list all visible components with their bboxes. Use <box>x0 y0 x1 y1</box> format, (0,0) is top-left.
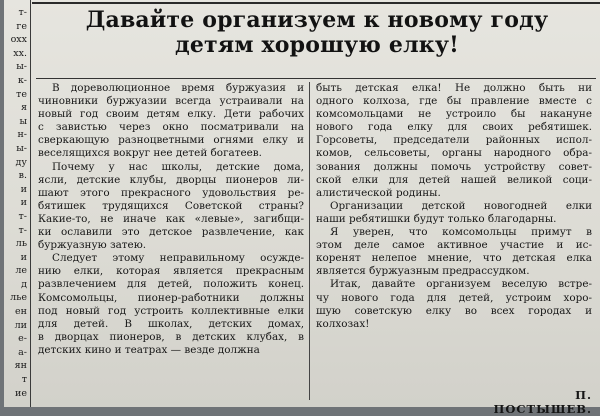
right-column-line: наши ребятишки будут только благодарны. <box>316 212 557 225</box>
neighbor-fragment: лье <box>10 292 27 304</box>
right-column-line: чу нового года для детей, устроим хоро- <box>316 291 592 304</box>
left-column-line: ки ославили это детское развлечение, как <box>38 226 304 239</box>
right-column-line: ской елки для детей нашей великой соци- <box>316 173 592 186</box>
neighbor-column-strip <box>4 0 31 407</box>
column-divider <box>309 82 310 400</box>
top-rule <box>32 2 600 4</box>
left-column-line: веселящихся вокруг нее детей богатеев. <box>38 147 262 160</box>
neighbor-fragment: ль <box>15 238 27 250</box>
neighbor-fragment: е- <box>18 333 27 345</box>
left-column-line: с завистью через окно посматривали на <box>38 121 304 134</box>
right-column-line: Итак, давайте организуем веселую встре- <box>330 278 592 291</box>
right-column-line: одного колхоза, где бы правление вместе с <box>316 95 592 108</box>
neighbor-fragment: ле <box>15 265 27 277</box>
left-column-line: Какие-то, не иначе как «левые», загибщи- <box>38 212 304 225</box>
article-column-right <box>316 82 592 331</box>
neighbor-fragment: и <box>20 183 27 195</box>
newspaper-page <box>4 0 600 416</box>
neighbor-fragment: охх <box>10 34 27 46</box>
left-column-line: под новый год устроить коллективные елки <box>38 304 304 317</box>
left-column-line: В дореволюционное время буржуазия и <box>52 82 304 94</box>
left-column-line: ясли, детские клубы, дворцы пионеров ли- <box>38 173 304 186</box>
neighbor-fragment: я <box>21 102 27 114</box>
author-signature: П. ПОСТЫШЕВ. <box>493 388 592 416</box>
neighbor-fragment: в. <box>18 170 27 182</box>
neighbor-fragment: и <box>20 251 27 263</box>
neighbor-fragment: т- <box>18 224 27 236</box>
neighbor-fragment: ян <box>14 360 27 372</box>
headline-line-2: детям хорошую елку! <box>174 32 460 58</box>
left-column-line: развлечением для детей, положить конец. <box>38 278 304 291</box>
right-column-line: зования должны помочь устройству совет- <box>316 160 592 173</box>
right-column-line: комов, сельсоветы, органы народного обра- <box>316 147 592 160</box>
article-column-left <box>38 82 304 357</box>
left-column-line: в дворцах пионеров, в детских клубах, в <box>38 330 304 343</box>
neighbor-fragment: хх. <box>13 47 27 59</box>
left-column-line: чиновники буржуазии всегда устраивали на <box>38 95 304 108</box>
right-column-line: алистической родины. <box>316 186 441 199</box>
neighbor-fragment: ы- <box>16 61 27 73</box>
right-column-line: колхозах! <box>316 317 370 330</box>
left-column-line: шают этого прекрасного удовольствия ре- <box>38 186 304 199</box>
right-column-line: быть детская елка! Не должно быть ни <box>316 82 592 94</box>
neighbor-fragment: те <box>16 88 27 100</box>
right-column-line: комсомольцами не устроило бы накануне <box>316 108 592 121</box>
left-column-line: детских кино и театрах — везде должна <box>38 343 260 356</box>
left-column-line: для детей. В школах, детских домах, <box>38 317 304 330</box>
left-column-line: Комсомольцы, пионер-работники должны <box>38 291 304 304</box>
right-column-line: этом деле самое активное участие и ис- <box>316 239 592 252</box>
headline-rule <box>36 78 596 79</box>
right-column-line: Я уверен, что комсомольцы примут в <box>330 226 592 239</box>
left-column-line: новый год своим детям елку. Дети рабочих <box>38 108 304 121</box>
neighbor-fragment: ие <box>15 387 27 399</box>
neighbor-fragment: ен <box>15 306 27 318</box>
neighbor-fragment: а- <box>18 346 27 358</box>
neighbor-fragment: к- <box>17 74 27 86</box>
left-column-line: Следует этому неправильному осужде- <box>52 252 304 265</box>
right-column-line: является буржуазным предрассудком. <box>316 265 530 278</box>
neighbor-fragment: ы <box>19 115 27 127</box>
right-column-line: шую советскую елку во всех городах и <box>316 304 592 317</box>
right-column-line: коренят нелепое мнение, что детская елка <box>316 252 592 265</box>
neighbor-fragment: ду <box>15 156 27 168</box>
neighbor-fragment: т <box>21 374 27 386</box>
right-column-line: нового года елку для своих ребятишек. <box>316 121 592 134</box>
headline <box>42 8 592 58</box>
neighbor-fragment: т- <box>18 7 27 18</box>
neighbor-fragment: ы- <box>16 142 27 154</box>
right-column-line: Горсоветы, председатели районных испол- <box>316 134 592 147</box>
neighbor-fragment: н- <box>17 129 27 141</box>
left-column-line: буржуазную затею. <box>38 239 147 252</box>
article <box>32 0 600 416</box>
right-column-line: Организации детской новогодней елки <box>330 199 592 212</box>
neighbor-fragment: т- <box>18 210 27 222</box>
neighbor-fragment: ли <box>14 319 27 331</box>
headline-line-1: Давайте организуем к новому году <box>85 7 549 33</box>
left-column-line: нию елки, которая является прекрасным <box>38 265 304 278</box>
neighbor-fragment: ге <box>16 20 27 32</box>
left-column-line: сверкающую разноцветными огнями елку и <box>38 134 304 147</box>
left-column-line: Почему у нас школы, детские дома, <box>52 160 304 173</box>
neighbor-fragment: и <box>20 197 27 209</box>
neighbor-fragment: д <box>21 278 27 290</box>
left-column-line: бятишек трудящихся Советской страны? <box>38 199 304 212</box>
